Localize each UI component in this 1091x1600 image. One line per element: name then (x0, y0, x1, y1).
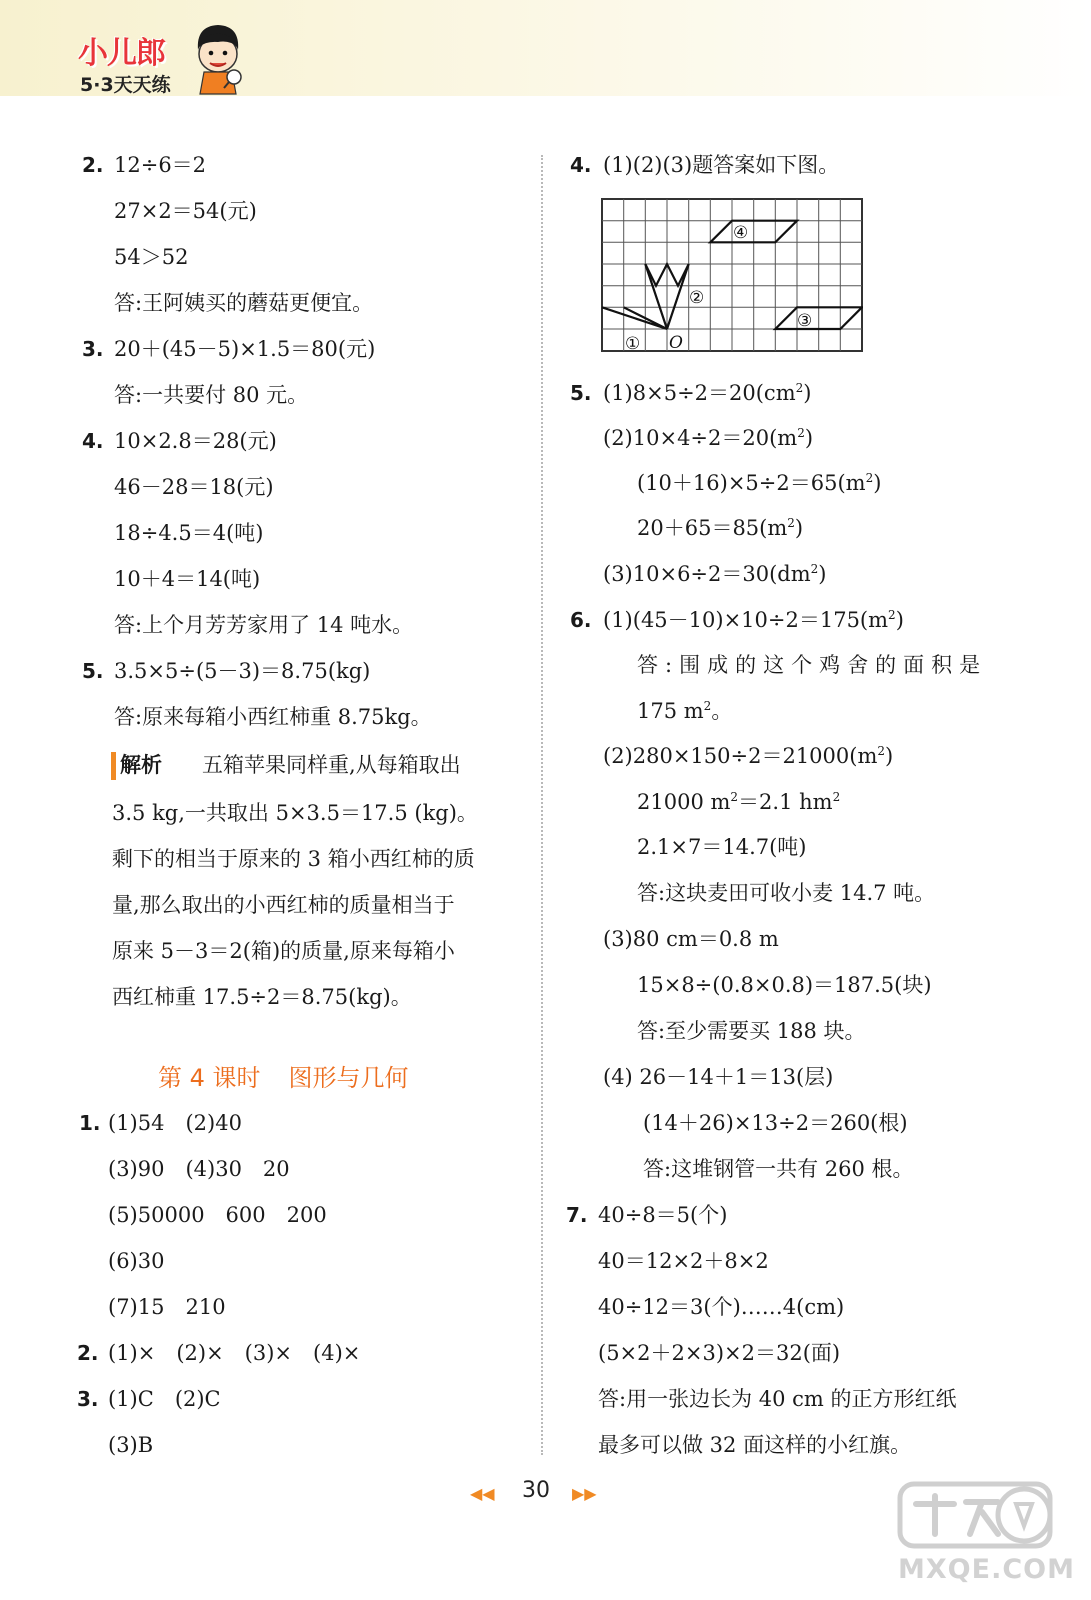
r5-line: $20+65=85(m^2)$ (637, 516, 804, 540)
s2-line: (1)× (2)× (3)× (4)× (108, 1341, 361, 1365)
r7-answer: 最多可以做 32 面这样的小红旗。 (598, 1433, 912, 1457)
s2-number: 2. (77, 1341, 99, 1365)
q4-answer: 答:上个月芳芳家用了 14 吨水。 (114, 613, 414, 637)
r6-line: 21000 $m^2=2.1$ $hm^2$ (637, 790, 841, 814)
r6-answer: 答:围成的这个鸡舍的面积是 (637, 653, 988, 677)
column-divider (541, 155, 543, 1455)
analysis-text: 量,那么取出的小西红柿的质量相当于 (112, 893, 455, 917)
q4-line: 10＋4＝14(吨) (114, 567, 261, 591)
analysis-text: 西红柿重 17.5÷2＝8.75(kg)。 (112, 985, 412, 1009)
r5-line: $(3)10\times 6\div 2=30(dm^2)$ (603, 562, 827, 586)
q2-line: 12÷6＝2 (114, 153, 207, 177)
s3-line: (3)B (108, 1433, 154, 1457)
r5-line: $(10+16)\times 5\div 2=65(m^2)$ (637, 471, 882, 495)
section-topic: 图形与几何 (288, 1064, 409, 1092)
s3-line: (1)C (2)C (108, 1387, 221, 1411)
r6-line: (4) 26－14＋1＝13(层) (603, 1065, 834, 1089)
r6-line: 15×8÷(0.8×0.8)＝187.5(块) (637, 973, 932, 997)
analysis-text: 3.5 kg,一共取出 5×3.5＝17.5 (kg)。 (112, 801, 478, 825)
figure-label-4: ④ (733, 223, 749, 243)
r5-number: 5. (570, 381, 592, 405)
figure-origin-label: O (669, 333, 683, 353)
s1-line: (6)30 (108, 1249, 165, 1273)
s1-line: (5)50000 600 200 (108, 1203, 327, 1227)
r4-number: 4. (570, 153, 592, 177)
watermark-logo (894, 1478, 1075, 1590)
brand-series: 5·3天天练 (80, 74, 171, 96)
q2-line: 27×2＝54(元) (114, 199, 257, 223)
grid-figure (601, 198, 863, 354)
s1-line: (7)15 210 (108, 1295, 226, 1319)
q4-line: 46－28＝18(元) (114, 475, 274, 499)
r6-answer: 175 $m^2$。 (637, 699, 733, 723)
page-footer (470, 1478, 610, 1508)
q3-number: 3. (82, 337, 104, 361)
q4-line: 18÷4.5＝4(吨) (114, 521, 264, 545)
next-arrows-icon: ▶▶ (572, 1484, 597, 1503)
q5-number: 5. (82, 659, 104, 683)
mascot-boy-icon (190, 20, 246, 96)
r7-line: (5×2＋2×3)×2＝32(面) (598, 1341, 841, 1365)
q4-number: 4. (82, 429, 104, 453)
page-number: 30 (522, 1478, 550, 1503)
q2-answer: 答:王阿姨买的蘑菇更便宜。 (114, 291, 374, 315)
r5-line: $(2)10\times 4\div 2=20(m^2)$ (603, 426, 814, 450)
r5-line: $(1)8\times 5\div 2=20(cm^2)$ (603, 381, 812, 405)
r6-answer: 答:这块麦田可收小麦 14.7 吨。 (637, 881, 936, 905)
watermark-text: MXQE.COM (898, 1554, 1075, 1585)
r7-line: 40÷12＝3(个)……4(cm) (598, 1295, 845, 1319)
q3-answer: 答:一共要付 80 元。 (114, 383, 309, 407)
figure-label-3: ③ (797, 311, 813, 331)
r7-answer: 答:用一张边长为 40 cm 的正方形红纸 (598, 1387, 957, 1411)
r7-number: 7. (566, 1203, 588, 1227)
r6-answer: 答:至少需要买 188 块。 (637, 1019, 866, 1043)
analysis-label: 解析 (120, 753, 162, 777)
r4-line: (1)(2)(3)题答案如下图。 (603, 153, 840, 177)
section-lesson: 第 4 课时 (158, 1064, 261, 1092)
r6-line: $(2)280\times 150\div 2=21000(m^2)$ (603, 744, 894, 768)
r7-line: 40÷8＝5(个) (598, 1203, 728, 1227)
q2-line: 54＞52 (114, 245, 189, 269)
figure-label-2: ② (689, 288, 705, 308)
s1-line: (3)90 (4)30 20 (108, 1157, 290, 1181)
r6-line: (14＋26)×13÷2＝260(根) (643, 1111, 908, 1135)
section-heading (158, 1058, 409, 1093)
analysis-text: 剩下的相当于原来的 3 箱小西红柿的质 (112, 847, 475, 871)
q4-line: 10×2.8＝28(元) (114, 429, 277, 453)
q3-line: 20＋(45－5)×1.5＝80(元) (114, 337, 376, 361)
s1-line: (1)54 (2)40 (108, 1111, 242, 1135)
r6-line: (3)80 cm＝0.8 m (603, 927, 779, 951)
brand-title: 小儿郎 (78, 36, 165, 71)
r6-line: 2.1×7＝14.7(吨) (637, 835, 807, 859)
analysis-text: 五箱苹果同样重,从每箱取出 (202, 753, 461, 777)
r7-line: 40＝12×2＋8×2 (598, 1249, 769, 1273)
s1-number: 1. (79, 1111, 101, 1135)
q5-line: 3.5×5÷(5－3)＝8.75(kg) (114, 659, 371, 683)
r6-number: 6. (570, 608, 592, 632)
q2-number: 2. (82, 153, 104, 177)
q5-answer: 答:原来每箱小西红柿重 8.75kg。 (114, 705, 432, 729)
s3-number: 3. (77, 1387, 99, 1411)
analysis-marker (111, 752, 116, 780)
r6-line: $(1)(45-10)\times 10\div 2=175(m^2)$ (603, 608, 904, 632)
r6-answer: 答:这堆钢管一共有 260 根。 (643, 1157, 914, 1181)
analysis-text: 原来 5－3＝2(箱)的质量,原来每箱小 (112, 939, 455, 963)
prev-arrows-icon: ◀◀ (470, 1484, 495, 1503)
figure-label-1: ① (625, 334, 641, 354)
